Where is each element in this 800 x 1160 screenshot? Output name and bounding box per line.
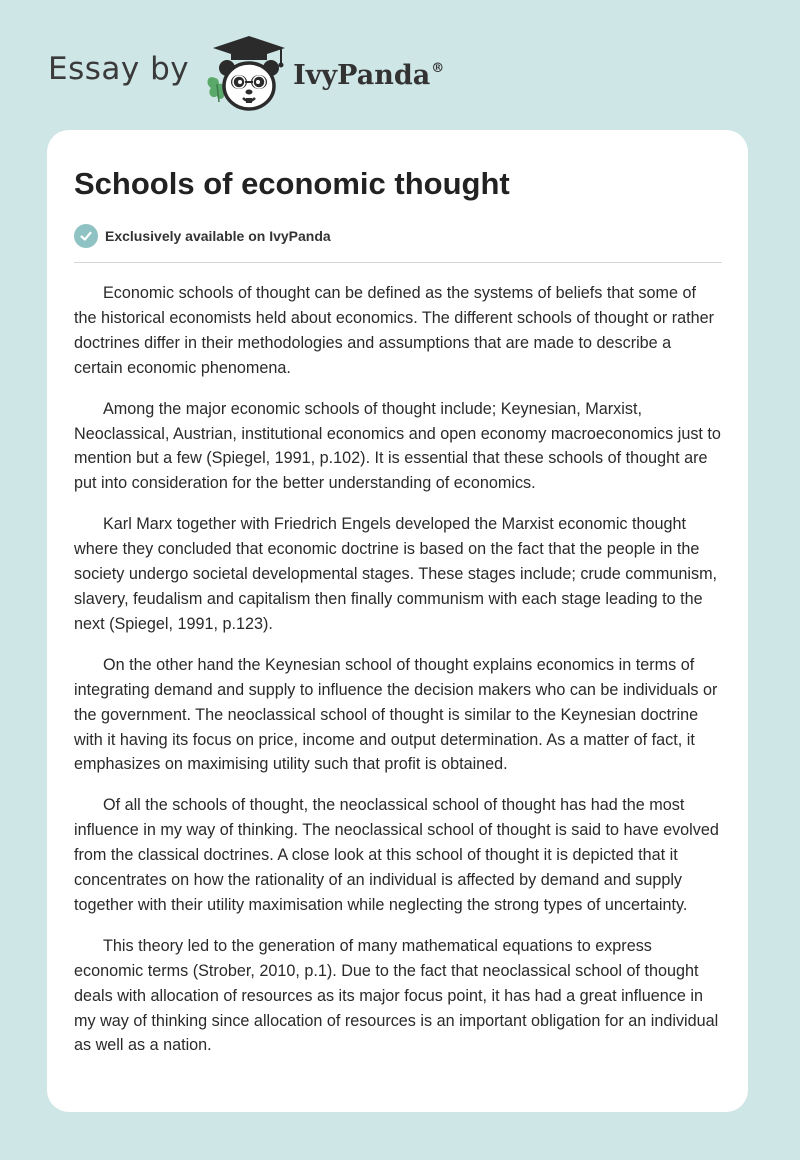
check-icon (74, 224, 98, 248)
registered-mark: ® (431, 60, 445, 76)
ivy-leaf-icon (208, 77, 226, 102)
exclusive-label: Exclusively available on IvyPanda (105, 228, 331, 244)
panda-logo-icon (201, 34, 291, 114)
paragraph: This theory led to the generation of many mathematical equations to express economic terms (Strober, 2010, p.1). Due to the fact that neoclassical school of thought deals with allocation of resources as its major focus point, it has had a great influence in my way of thinking since allocation of resources is an important obligation for an individual as well as a nation. (74, 936, 719, 1055)
exclusive-badge (74, 222, 722, 250)
essay-body (74, 281, 722, 1058)
brand-name-text: IvyPanda (293, 59, 431, 91)
paragraph: On the other hand the Keynesian school of thought explains economics in terms of integrating demand and supply to influence the decision makers who can be individuals or the government. The neoclassical school of thought is similar to the Keynesian doctrine with it having its focus on price, income and output determination. As a matter of fact, it emphasizes on maximising utility such that profit is obtained. (74, 655, 718, 774)
brand-header (48, 34, 444, 114)
brand-name (293, 60, 444, 91)
divider (74, 262, 722, 263)
paragraph: Karl Marx together with Friedrich Engels developed the Marxist economic thought where they concluded that economic doctrine is based on the fact that the people in the society undergo societal developmental stages. These stages include; crude communism, slavery, feudalism and capitalism then finally communism with each stage leading to the next (Spiegel, 1991, p.123). (74, 515, 718, 633)
paragraph: Economic schools of thought can be defined as the systems of beliefs that some of the historical economists held about economics. The different schools of thought or rather doctrines differ in their methodologies and assumptions that are made to describe a certain economic phenomena. (74, 284, 715, 377)
essay-card (47, 130, 748, 1112)
paragraph: Of all the schools of thought, the neoclassical school of thought has had the most influence in my way of thinking. The neoclassical school of thought is said to have evolved from the classical doctrines. A close look at this school of thought it is depicted that it concentrates on how the rationality of an individual is affected by demand and supply together with their utility maximisation while neglecting the strong types of uncertainty. (74, 796, 719, 914)
paragraph: Among the major economic schools of thought include; Keynesian, Marxist, Neoclassical, Austrian, institutional economics and open economy macroeconomics just to mention but a few (Spiegel, 1991, p.102). It is essential that these schools of thought are put into consideration for the better understanding of economics. (74, 399, 721, 493)
page-title: Schools of economic thought (74, 166, 510, 201)
brand-prefix: Essay by (48, 51, 190, 87)
